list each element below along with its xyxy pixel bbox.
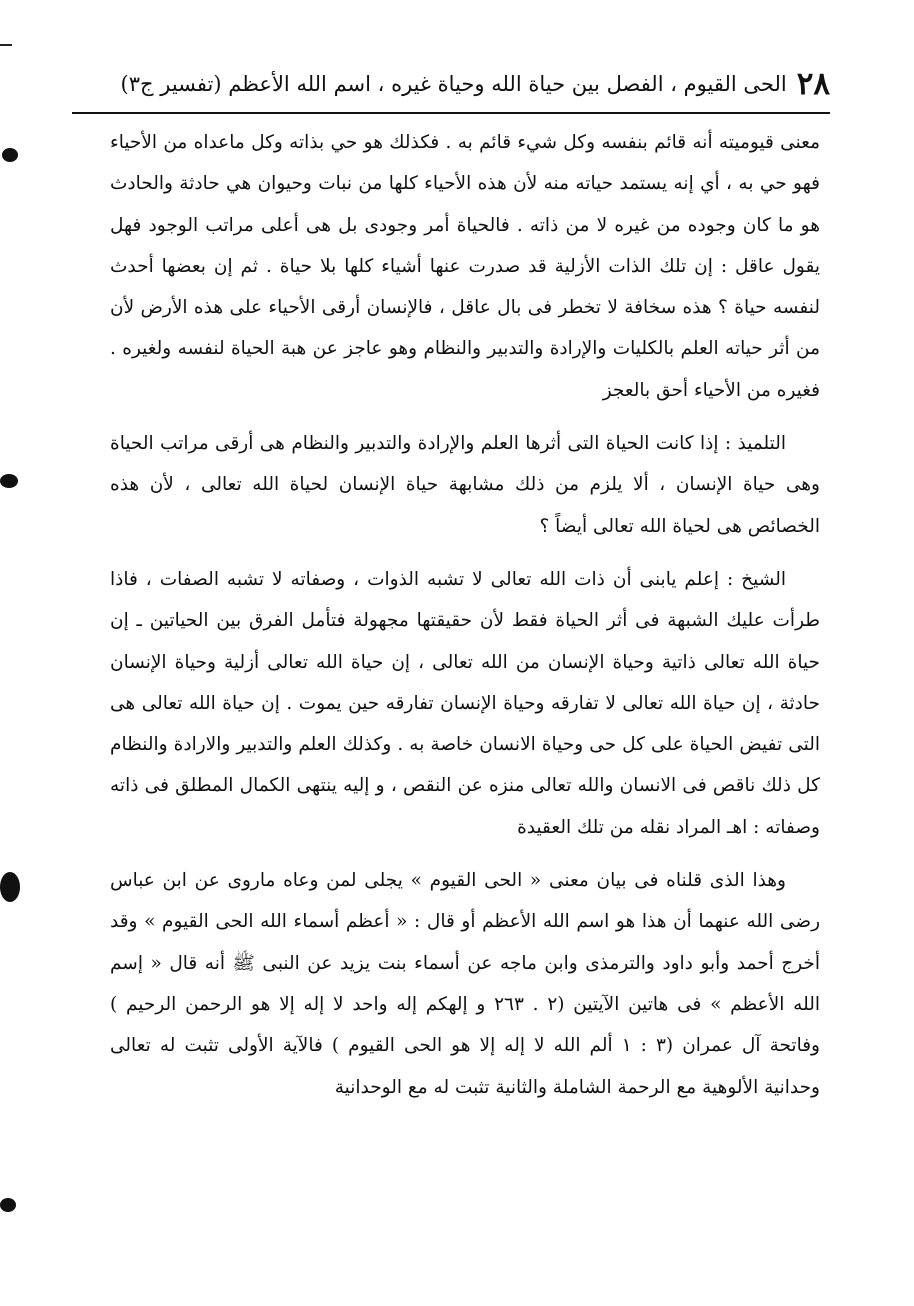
header-rule [72, 112, 830, 114]
body-text [110, 122, 820, 1108]
page-number: ٢٨ [796, 66, 830, 102]
paragraph-student-question: التلميذ : إذا كانت الحياة التى أثرها العلم والإرادة والتدبير والنظام هى أرقى مراتب الحياة وهى حياة الإنسان ، ألا يلزم من ذلك مشابهة حياة الإنسان لحياة الله تعالى ، لأن هذه الخصائص هى لحياة الله تعالى أيضاً ؟ [110, 433, 820, 537]
margin-blot [0, 1198, 16, 1212]
margin-blot [2, 148, 18, 162]
margin-blot [0, 474, 18, 488]
margin-blot [0, 872, 20, 902]
page-header [70, 62, 830, 106]
page-edge-mark [0, 44, 12, 46]
paragraph-greatest-name: وهذا الذى قلناه فى بيان معنى « الحى القيوم » يجلى لمن وعاه ماروى عن ابن عباس رضى الله عنهما أن هذا هو اسم الله الأعظم أو قال : « أعظم أسماء الله الحى القيوم » وقد أخرج أحمد وأبو داود والترمذى وابن ماجه عن أسماء بنت يزيد عن النبى ﷺ أنه قال « إسم الله الأعظم » فى هاتين الآيتين (٢ . ٢٦٣ و إلهكم إله واحد لا إله إلا هو الرحمن الرحيم ) وفاتحة آل عمران (٣ : ١ ألم الله لا إله إلا هو الحى القيوم ) فالآية الأولى تثبت له تعالى وحدانية الألوهية مع الرحمة الشاملة والثانية تثبت له مع الوحدانية [110, 870, 820, 1098]
paragraph-intro: معنى قيوميته أنه قائم بنفسه وكل شيء قائم به . فكذلك هو حي بذاته وكل ماعداه من الأحياء فهو حي به ، أي إنه يستمد حياته منه لأن هذه الأحياء كلها من نبات وحيوان هي حادثة والحادث هو ما كان وجوده من غيره لا من ذاته . فالحياة أمر وجودى بل هى أعلى مراتب الوجود فهل يقول عاقل : إن تلك الذات الأزلية قد صدرت عنها أشياء كلها بلا حياة . ثم إن بعضها أحدث لنفسه حياة ؟ هذه سخافة لا تخطر فى بال عاقل ، فالإنسان أرقى الأحياء على هذه الأرض لأن من أثر حياته العلم بالكليات والإرادة والتدبير والنظام وهو عاجز عن هبة الحياة لنفسه ولغيره . فغيره من الأحياء أحق بالعجز [110, 132, 820, 401]
running-title: الحى القيوم ، الفصل بين حياة الله وحياة غيره ، اسم الله الأعظم (تفسير ج٣) [120, 72, 787, 96]
paragraph-sheikh-answer: الشيخ : إعلم يابنى أن ذات الله تعالى لا تشبه الذوات ، وصفاته لا تشبه الصفات ، فاذا طرأت عليك الشبهة فى أثر الحياة فقط لأن حقيقتها مجهولة فتأمل الفرق بين الحياتين ـ إن حياة الله تعالى ذاتية وحياة الإنسان من الله تعالى ، إن حياة الله تعالى أزلية وحياة الإنسان حادثة ، إن حياة الله تعالى لا تفارقه وحياة الإنسان تفارقه حين يموت . إن حياة الله تعالى هى التى تفيض الحياة على كل حى وحياة الانسان خاصة به . وكذلك العلم والتدبير والارادة والنظام كل ذلك ناقص فى الانسان والله تعالى منزه عن النقص ، و إليه ينتهى الكمال المطلق فى ذاته وصفاته : اهـ المراد نقله من تلك العقيدة [110, 568, 820, 838]
